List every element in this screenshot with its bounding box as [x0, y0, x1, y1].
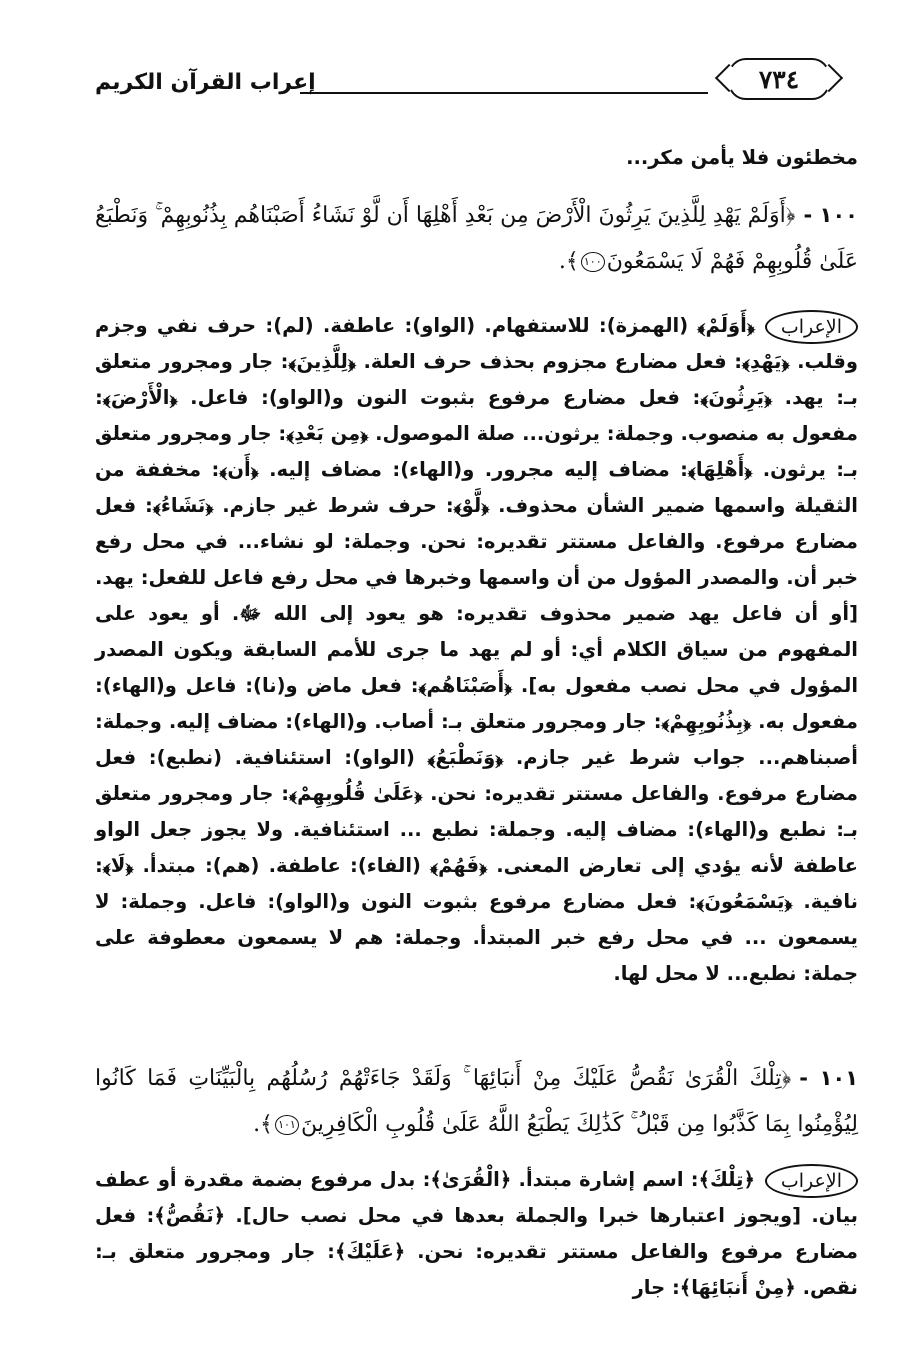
- intro-line: مخطئون فلا يأمن مكر...: [626, 146, 858, 169]
- verse-text: ﴿تِلْكَ الْقُرَىٰ نَقُصُّ عَلَيْكَ مِنْ أَنبَائِهَا ۚ وَلَقَدْ جَاءَتْهُمْ رُسُلُهُم بِالْبَيِّنَاتِ فَمَا كَانُوا لِيُؤْمِنُوا بِمَا كَذَّبُوا مِن قَبْلُ ۚ كَذَٰلِكَ يَطْبَعُ اللَّهُ عَلَىٰ قُلُوبِ الْكَافِرِينَ: [95, 1066, 858, 1137]
- irab-label: الإعراب: [765, 310, 858, 344]
- verse-101: [95, 1055, 858, 1148]
- verse-closing: ﴾.: [558, 249, 579, 274]
- verse-closing: ﴾.: [253, 1112, 273, 1137]
- irab-section-101: [95, 1162, 858, 1306]
- verse-text: ﴿أَوَلَمْ يَهْدِ لِلَّذِينَ يَرِثُونَ الْأَرْضَ مِن بَعْدِ أَهْلِهَا أَن لَّوْ نَشَاءُ أَصَبْنَاهُم بِذُنُوبِهِمْ ۚ وَنَطْبَعُ عَلَىٰ قُلُوبِهِمْ فَهُمْ لَا يَسْمَعُونَ: [95, 203, 858, 274]
- header-rule: [300, 92, 708, 94]
- irab-body: ﴿تِلْكَ﴾: اسم إشارة مبتدأ. ﴿الْقُرَىٰ﴾: بدل مرفوع بضمة مقدرة أو عطف بيان. [ويجوز اعتبارها خبرا والجملة بعدها في محل نصب حال]. ﴿نَقُصُّ﴾: فعل مضارع مرفوع والفاعل مستتر تقديره: نحن. ﴿عَلَيْكَ﴾: جار ومجرور متعلق بـ: نقص. ﴿مِنْ أَنبَائِهَا﴾: جار: [95, 1168, 858, 1299]
- verse-100: [95, 192, 858, 285]
- verse-number: ١٠٠ -: [803, 203, 858, 227]
- book-title: إعراب القرآن الكريم: [95, 70, 316, 95]
- irab-section-100: [95, 308, 858, 992]
- verse-number: ١٠١ -: [799, 1066, 859, 1090]
- ayah-end-marker: ١٠١: [275, 1115, 299, 1135]
- page-header: [95, 58, 830, 108]
- irab-body: ﴿أَوَلَمْ﴾ (الهمزة): للاستفهام. (الواو): عاطفة. (لم): حرف نفي وجزم وقلب. ﴿يَهْدِ﴾: فعل مضارع مجزوم بحذف حرف العلة. ﴿لِلَّذِينَ﴾: جار ومجرور متعلق بـ: يهد. ﴿يَرِثُونَ﴾: فعل مضارع مرفوع بثبوت النون و(الواو): فاعل. ﴿الْأَرْضَ﴾: مفعول به منصوب. وجملة: يرثون... صلة الموصول. ﴿مِن بَعْدِ﴾: جار ومجرور متعلق بـ: يرثون. ﴿أَهْلِهَا﴾: مضاف إليه مجرور. و(الهاء): مضاف إليه. ﴿أَن﴾: مخففة من الثقيلة واسمها ضمير الشأن محذوف. ﴿لَّوْ﴾: حرف شرط غير جازم. ﴿نَشَاءُ﴾: فعل مضارع مرفوع. والفاعل مستتر تقديره: نحن. وجملة: لو نشاء... في محل رفع خبر أن. والمصدر المؤول من أن واسمها وخبرها في محل رفع فاعل للفعل: يهد. [أو أن فاعل يهد ضمير محذوف تقديره: هو يعود إلى الله ﷻ. أو يعود على المفهوم من سياق الكلام أي: أو لم يهد ما جرى للأمم السابقة ويكون المصدر المؤول في محل نصب مفعول به]. ﴿أَصَبْنَاهُم﴾: فعل ماض و(نا): فاعل و(الهاء): مفعول به. ﴿بِذُنُوبِهِمْ﴾: جار ومجرور متعلق بـ: أصاب. و(الهاء): مضاف إليه. وجملة: أصبناهم... جواب شرط غير جازم. ﴿وَنَطْبَعُ﴾ (الواو): استئنافية. (نطبع): فعل مضارع مرفوع. والفاعل مستتر تقديره: نحن. ﴿عَلَىٰ قُلُوبِهِمْ﴾: جار ومجرور متعلق بـ: نطبع و(الهاء): مضاف إليه. وجملة: نطبع ... استئنافية. ولا يجوز جعل الواو عاطفة لأنه يؤدي إلى تعارض المعنى. ﴿فَهُمْ﴾ (الفاء): عاطفة. (هم): مبتدأ. ﴿لَا﴾: نافية. ﴿يَسْمَعُونَ﴾: فعل مضارع مرفوع بثبوت النون و(الواو): فاعل. وجملة: لا يسمعون ... في محل رفع خبر المبتدأ. وجملة: هم لا يسمعون معطوفة على جملة: نطبع... لا محل لها.: [95, 314, 858, 985]
- ayah-end-marker: ١٠٠: [581, 252, 605, 272]
- irab-label: الإعراب: [765, 1164, 858, 1198]
- page-number: ٧٣٤: [728, 58, 830, 100]
